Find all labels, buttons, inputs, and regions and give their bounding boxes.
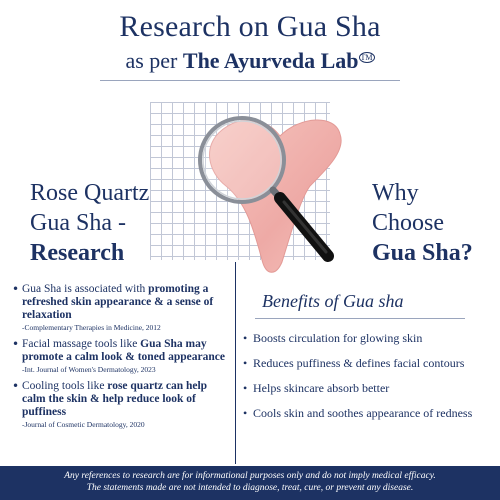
research-text bbox=[22, 380, 230, 419]
research-text-pre: Gua Sha is associated with bbox=[22, 283, 149, 295]
benefit-item: • Reduces puffiness & defines facial contours bbox=[243, 353, 483, 374]
research-text-bold: promoting a refreshed skin appearance & a sense of relaxation bbox=[22, 283, 214, 321]
left-title-line2: Gua Sha - bbox=[30, 210, 126, 236]
research-text-pre: Facial massage tools like bbox=[22, 338, 141, 350]
page-title: Research on Gua Sha bbox=[119, 10, 381, 43]
research-text bbox=[22, 283, 230, 322]
research-citation: -Journal of Cosmetic Dermatology, 2020 bbox=[22, 420, 145, 429]
right-title-line3: Gua Sha? bbox=[372, 240, 473, 266]
benefits-title: Benefits of Gua sha bbox=[262, 291, 404, 311]
benefits-list bbox=[243, 328, 483, 428]
benefit-item: • Boosts circulation for glowing skin bbox=[243, 328, 483, 349]
benefits-divider bbox=[255, 318, 465, 319]
page-header bbox=[0, 10, 500, 74]
research-item bbox=[12, 283, 230, 332]
center-divider bbox=[235, 262, 236, 464]
research-list bbox=[12, 283, 230, 435]
research-item bbox=[12, 338, 230, 374]
brand-name: The Ayurveda Lab bbox=[182, 48, 359, 73]
left-title-line1: Rose Quartz bbox=[30, 180, 150, 206]
research-item bbox=[12, 380, 230, 429]
research-text bbox=[22, 338, 230, 364]
right-title-line1: Why bbox=[372, 180, 419, 206]
research-text-bold: rose quartz can help calm the skin & help reduce look of puffiness bbox=[22, 380, 208, 418]
left-section-title bbox=[30, 178, 149, 268]
benefit-item: • Helps skincare absorb better bbox=[243, 378, 483, 399]
page-subtitle bbox=[0, 48, 500, 74]
gua-sha-illustration bbox=[150, 90, 350, 290]
research-citation: -Complementary Therapies in Medicine, 2012 bbox=[22, 323, 161, 332]
trademark-mark: TM bbox=[360, 52, 373, 62]
left-title-line3: Research bbox=[30, 240, 125, 266]
research-text-pre: Cooling tools like bbox=[22, 380, 108, 392]
right-title-line2: Choose bbox=[372, 210, 444, 236]
header-divider bbox=[100, 80, 400, 81]
right-section-title bbox=[372, 178, 473, 268]
research-citation: -Int. Journal of Women's Dermatology, 2023 bbox=[22, 365, 156, 374]
disclaimer-line1: Any references to research are for informational purposes only and do not imply medical efficacy. bbox=[64, 471, 436, 481]
benefit-item: • Cools skin and soothes appearance of redness bbox=[243, 403, 483, 424]
disclaimer-footer bbox=[0, 466, 500, 500]
subtitle-prefix: as per bbox=[125, 48, 183, 73]
research-text-bold: Gua Sha may promote a calm look & toned appearance bbox=[22, 338, 225, 363]
disclaimer-line2: The statements made are not intended to diagnose, treat, cure, or prevent any disease. bbox=[86, 483, 414, 493]
